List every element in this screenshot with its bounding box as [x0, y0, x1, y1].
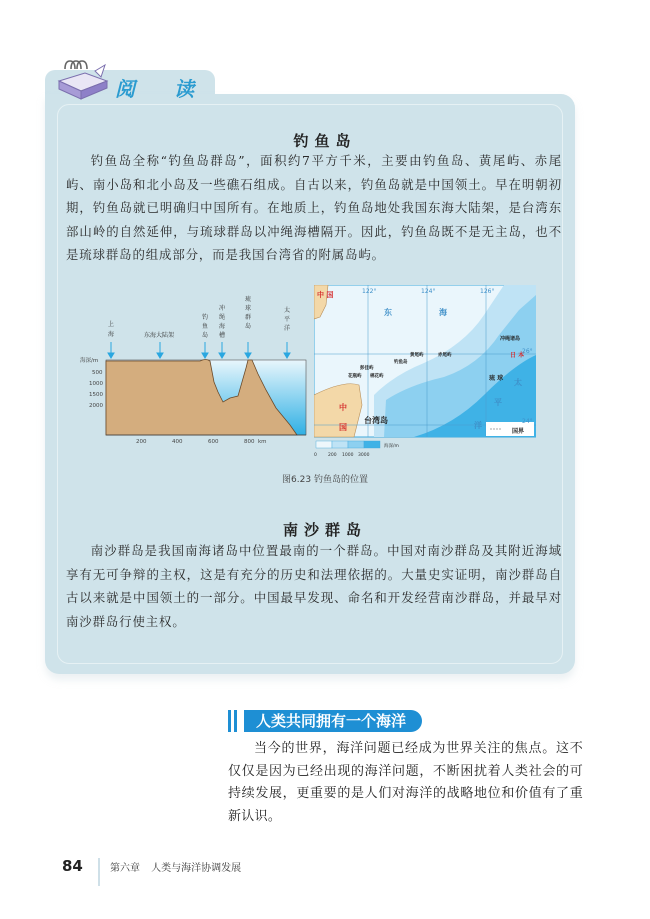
svg-text:国: 国 [339, 423, 347, 432]
ocean-paragraph: 当今的世界，海洋问题已经成为世界关注的焦点。这不仅仅是因为已经出现的海洋问题，不断困扰着人类社会的可持续发展，更重要的是人们对海洋的战略地位和价值有了重新认识。 [228, 741, 583, 824]
svg-text:彭佳屿: 彭佳屿 [360, 366, 374, 371]
svg-text:岛: 岛 [202, 332, 209, 339]
heading-stripe [228, 710, 231, 732]
section-heading [228, 710, 422, 732]
svg-text:洋: 洋 [474, 421, 482, 430]
svg-text:太: 太 [284, 307, 291, 314]
svg-text:日 本: 日 本 [510, 352, 525, 359]
svg-text:3000: 3000 [358, 453, 370, 458]
reading-label: 阅 读 [115, 77, 210, 101]
svg-text:600: 600 [208, 439, 219, 445]
diaoyu-paragraph: 钓鱼岛全称“钓鱼岛群岛”，面积约7平方千米，主要由钓鱼岛、黄尾屿、赤尾屿、南小岛和北小岛及一些礁石组成。自古以来，钓鱼岛就是中国领土。早在明朝初期，钓鱼岛就已明确归中国所有。在地质上，钓鱼岛地处我国东海大陆架，是台湾东部山岭的自然延伸，与琉球群岛以冲绳海槽隔开。因此，钓鱼岛既不是无主岛，也不是琉球群岛的组成部分，而是我国台湾省的附属岛屿。 [66, 153, 562, 262]
diaoyu-title: 钓鱼岛 [293, 132, 357, 150]
page-footer [62, 852, 241, 880]
section-heading-text: 人类共同拥有一个海洋 [244, 710, 422, 732]
svg-text:1000: 1000 [342, 453, 354, 458]
svg-text:中: 中 [339, 403, 347, 412]
svg-text:冲绳诸岛: 冲绳诸岛 [500, 336, 521, 342]
figure-caption: 图6.23 钓鱼岛的位置 [282, 475, 368, 485]
svg-text:km: km [258, 439, 267, 445]
svg-text:200: 200 [136, 439, 147, 445]
svg-text:钓鱼岛: 钓鱼岛 [394, 360, 408, 365]
page-number: 84 [62, 857, 83, 875]
svg-text:冲: 冲 [219, 305, 226, 312]
svg-text:洋: 洋 [284, 325, 291, 332]
y-axis-label: 海深/m [80, 358, 99, 364]
svg-text:124°: 124° [421, 288, 436, 295]
svg-text:122°: 122° [362, 288, 377, 295]
svg-text:琉: 琉 [245, 296, 252, 303]
depth-legend [314, 441, 399, 458]
svg-text:鱼: 鱼 [202, 323, 209, 330]
svg-text:钓: 钓 [202, 314, 209, 321]
svg-text:海: 海 [439, 308, 447, 317]
chapter-title: 第六章 人类与海洋协调发展 [110, 862, 242, 874]
svg-text:群: 群 [245, 314, 252, 321]
svg-text:东: 东 [384, 308, 392, 317]
svg-text:200: 200 [328, 453, 337, 458]
svg-text:26°: 26° [522, 348, 533, 355]
svg-text:国界: 国界 [512, 428, 525, 435]
svg-text:台湾岛: 台湾岛 [364, 416, 388, 425]
svg-text:琉 球: 琉 球 [489, 375, 504, 382]
svg-text:24°: 24° [522, 418, 533, 425]
svg-text:2000: 2000 [89, 403, 103, 409]
svg-text:赤尾屿: 赤尾屿 [438, 353, 452, 358]
svg-text:棉花屿: 棉花屿 [370, 374, 384, 379]
svg-text:球: 球 [245, 305, 252, 312]
svg-text:上: 上 [108, 321, 115, 328]
svg-text:海深/m: 海深/m [384, 444, 399, 449]
svg-text:126°: 126° [480, 288, 495, 295]
svg-text:0: 0 [314, 453, 317, 458]
svg-text:绳: 绳 [219, 314, 226, 321]
heading-stripe [234, 710, 237, 732]
svg-text:中 国: 中 国 [317, 291, 334, 299]
seafloor-profile-diagram [80, 290, 312, 450]
svg-text:花瓶屿: 花瓶屿 [348, 374, 362, 379]
label-continental-shelf: 东海大陆架 [144, 332, 175, 339]
diaoyu-location-map [314, 285, 536, 460]
svg-text:槽: 槽 [219, 332, 226, 339]
svg-text:800: 800 [244, 439, 255, 445]
svg-text:平: 平 [494, 398, 502, 407]
footer-divider [98, 858, 100, 886]
svg-text:1000: 1000 [89, 381, 103, 387]
svg-text:太: 太 [514, 378, 522, 387]
svg-text:黄尾屿: 黄尾屿 [410, 353, 424, 358]
svg-text:海: 海 [108, 331, 115, 338]
svg-text:平: 平 [284, 316, 291, 323]
svg-text:400: 400 [172, 439, 183, 445]
notebook-icon [55, 55, 110, 103]
nansha-paragraph: 南沙群岛是我国南海诸岛中位置最南的一个群岛。中国对南沙群岛及其附近海域享有无可争辩的主权，这是有充分的历史和法理依据的。大量史实证明，南沙群岛自古以来就是中国领土的一部分。中国最早发现、命名和开发经营南沙群岛，并最早对南沙群岛行使主权。 [66, 543, 562, 629]
nansha-title: 南沙群岛 [282, 521, 367, 539]
svg-text:岛: 岛 [245, 323, 252, 330]
svg-text:海: 海 [219, 323, 226, 330]
svg-text:500: 500 [92, 370, 103, 376]
svg-text:1500: 1500 [89, 392, 103, 398]
